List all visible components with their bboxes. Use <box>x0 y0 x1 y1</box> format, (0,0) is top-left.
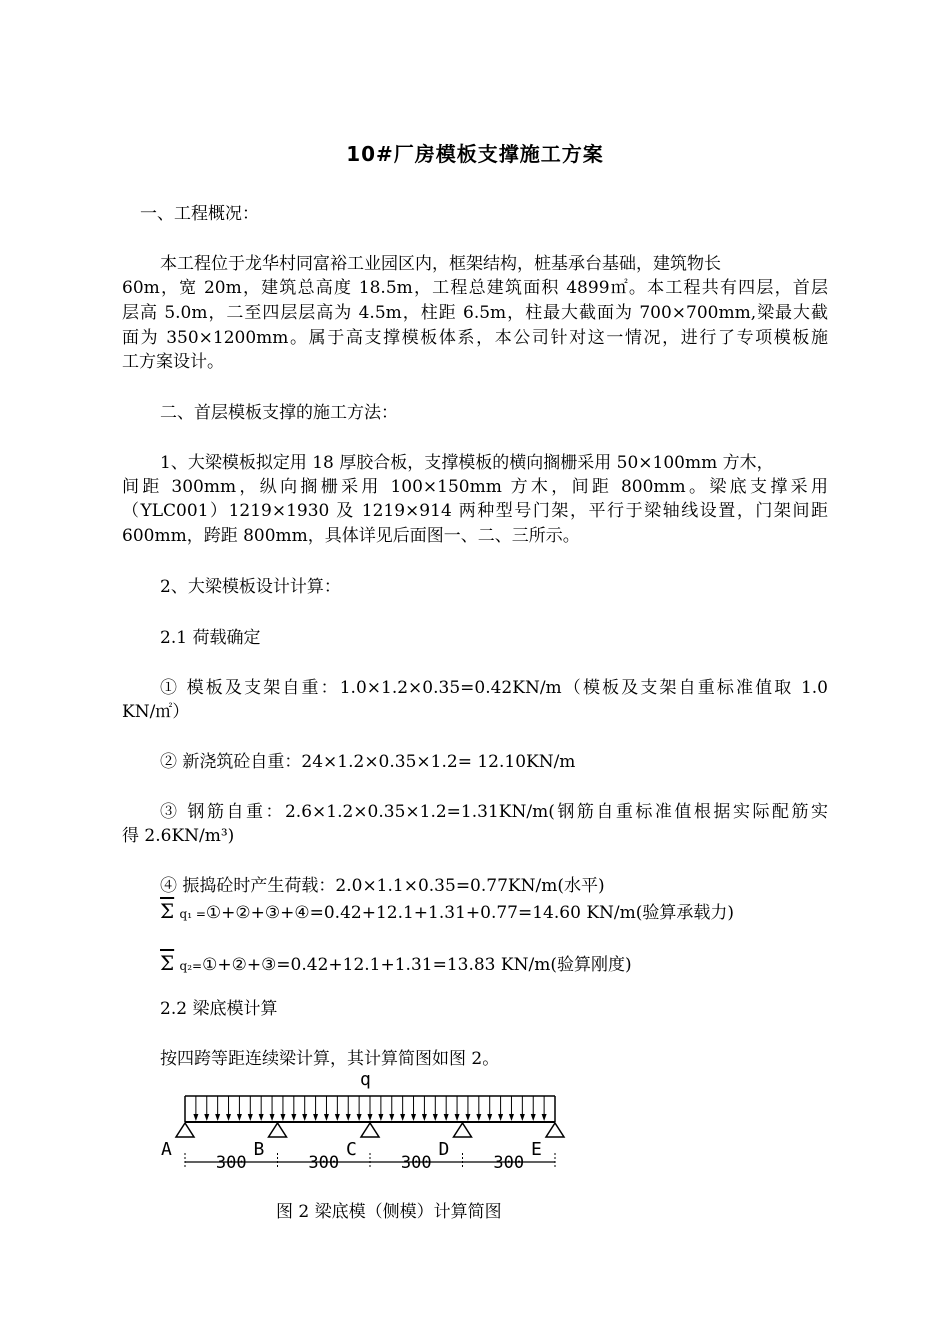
q1-formula <box>160 899 828 926</box>
support-label-D: D <box>438 1139 450 1160</box>
load-arrow-head <box>465 1114 470 1121</box>
load-arrow-head <box>324 1114 329 1121</box>
q2-formula <box>160 951 828 978</box>
support-triangle <box>546 1123 564 1137</box>
load-arrow-head <box>498 1114 503 1121</box>
load-arrow-head <box>487 1114 492 1121</box>
support-triangle <box>361 1123 379 1137</box>
load-arrow-head <box>302 1114 307 1121</box>
figure-caption: 图 2 梁底模（侧模）计算简图 <box>276 1202 502 1222</box>
paragraph-2-line-2: 间距 300mm，纵向搁栅采用 100×150mm 方木，间距 800mm。梁底支撑采用 <box>122 477 828 497</box>
load-1-line-1: ① 模板及支架自重：1.0×1.2×0.35=0.42KN/m（模板及支架自重标准值取 1.0 <box>160 678 828 698</box>
load-arrow-head <box>291 1114 296 1121</box>
paragraph-1-line-4: 面为 350×1200mm。属于高支撑模板体系，本公司针对这一情况，进行了专项模板施 <box>122 328 828 348</box>
load-arrow-head <box>422 1114 427 1121</box>
paragraph-1-line-3: 层高 5.0m，二至四层层高为 4.5m，柱距 6.5m，柱最大截面为 700×700mm,梁最大截 <box>122 303 828 323</box>
support-label-B: B <box>253 1139 265 1160</box>
sum-symbol: $\overline{\Sigma}$ <box>160 899 175 923</box>
load-arrow-head <box>335 1114 340 1121</box>
paragraph-2-line-1: 1、大梁模板拟定用 18 厚胶合板，支撑模板的横向搁栅采用 50×100mm 方木， <box>160 453 774 473</box>
load-arrow-head <box>270 1114 275 1121</box>
load-arrow-head <box>237 1114 242 1121</box>
support-triangle <box>454 1123 472 1137</box>
item-2-1-heading: 2.1 荷载确定 <box>160 628 261 648</box>
load-arrow-head <box>444 1114 449 1121</box>
paragraph-1-line-1: 本工程位于龙华村同富裕工业园区内，框架结构，桩基承台基础，建筑物长 <box>160 254 721 274</box>
support-triangle <box>269 1123 287 1137</box>
span-label: 300 <box>400 1153 432 1173</box>
q1-label: q₁ = <box>179 907 206 921</box>
span-label: 300 <box>215 1153 247 1173</box>
q2-expression: ①+②+③=0.42+12.1+1.31=13.83 KN/m(验算刚度) <box>202 955 632 975</box>
load-2: ② 新浇筑砼自重：24×1.2×0.35×1.2= 12.10KN/m <box>160 752 576 772</box>
load-q-label: q <box>360 1069 371 1090</box>
item-2-2-heading: 2.2 梁底模计算 <box>160 999 278 1019</box>
load-arrow-head <box>248 1114 253 1121</box>
load-3-line-2: 得 2.6KN/m³) <box>122 826 235 846</box>
support-triangle <box>176 1123 194 1137</box>
load-arrow-head <box>313 1114 318 1121</box>
load-arrow-head <box>193 1114 198 1121</box>
paragraph-1-line-2: 60m，宽 20m，建筑总高度 18.5m，工程总建筑面积 4899㎡。本工程共有四层，首层 <box>122 278 828 298</box>
load-arrow-head <box>400 1114 405 1121</box>
load-arrow-head <box>215 1114 220 1121</box>
load-arrow-head <box>204 1114 209 1121</box>
load-arrow-head <box>433 1114 438 1121</box>
span-dimensions <box>185 1153 555 1173</box>
load-arrow-head <box>346 1114 351 1121</box>
load-arrow-head <box>531 1114 536 1121</box>
sum-symbol: $\overline{\Sigma}$ <box>160 951 175 975</box>
span-label: 300 <box>308 1153 340 1173</box>
q1-expression: ①+②+③+④=0.42+12.1+1.31+0.77=14.60 KN/m(验算承载力) <box>205 903 735 923</box>
support-label-C: C <box>346 1139 357 1160</box>
load-arrow-head <box>476 1114 481 1121</box>
load-arrow-head <box>378 1114 383 1121</box>
load-arrows <box>193 1096 546 1121</box>
load-arrow-head <box>226 1114 231 1121</box>
load-arrow-head <box>411 1114 416 1121</box>
paragraph-2-line-3: （YLC001）1219×1930 及 1219×914 两种型号门架，平行于梁轴线设置，门架间距 <box>122 501 828 521</box>
span-label: 300 <box>493 1153 525 1173</box>
beam-diagram <box>155 1065 575 1180</box>
load-arrow-head <box>368 1114 373 1121</box>
load-1-line-2: KN/㎡） <box>122 702 190 722</box>
section-1-heading: 一、工程概况： <box>140 204 259 224</box>
load-arrow-head <box>509 1114 514 1121</box>
q2-label: q₂= <box>179 959 203 973</box>
paragraph-1-line-5: 工方案设计。 <box>122 352 224 372</box>
calc-paragraph: 按四跨等距连续梁计算，其计算简图如图 2。 <box>160 1049 500 1069</box>
load-arrow-head <box>280 1114 285 1121</box>
load-3-line-1: ③ 钢筋自重：2.6×1.2×0.35×1.2=1.31KN/m(钢筋自重标准值根据实际配筋实 <box>160 802 828 822</box>
load-arrow-head <box>542 1114 547 1121</box>
load-arrow-head <box>259 1114 264 1121</box>
document-title: 10#厂房模板支撑施工方案 <box>346 142 604 166</box>
load-4: ④ 振捣砼时产生荷载：2.0×1.1×0.35=0.77KN/m(水平) <box>160 876 605 896</box>
load-arrow-head <box>357 1114 362 1121</box>
section-2-heading: 二、首层模板支撑的施工方法： <box>160 403 398 423</box>
load-arrow-head <box>455 1114 460 1121</box>
support-label-A: A <box>161 1139 172 1160</box>
support-label-E: E <box>531 1139 542 1160</box>
load-arrow-head <box>389 1114 394 1121</box>
load-arrow-head <box>520 1114 525 1121</box>
paragraph-2-line-4: 600mm，跨距 800mm，具体详见后面图一、二、三所示。 <box>122 526 580 546</box>
item-2-heading: 2、大梁模板设计计算： <box>160 577 341 597</box>
